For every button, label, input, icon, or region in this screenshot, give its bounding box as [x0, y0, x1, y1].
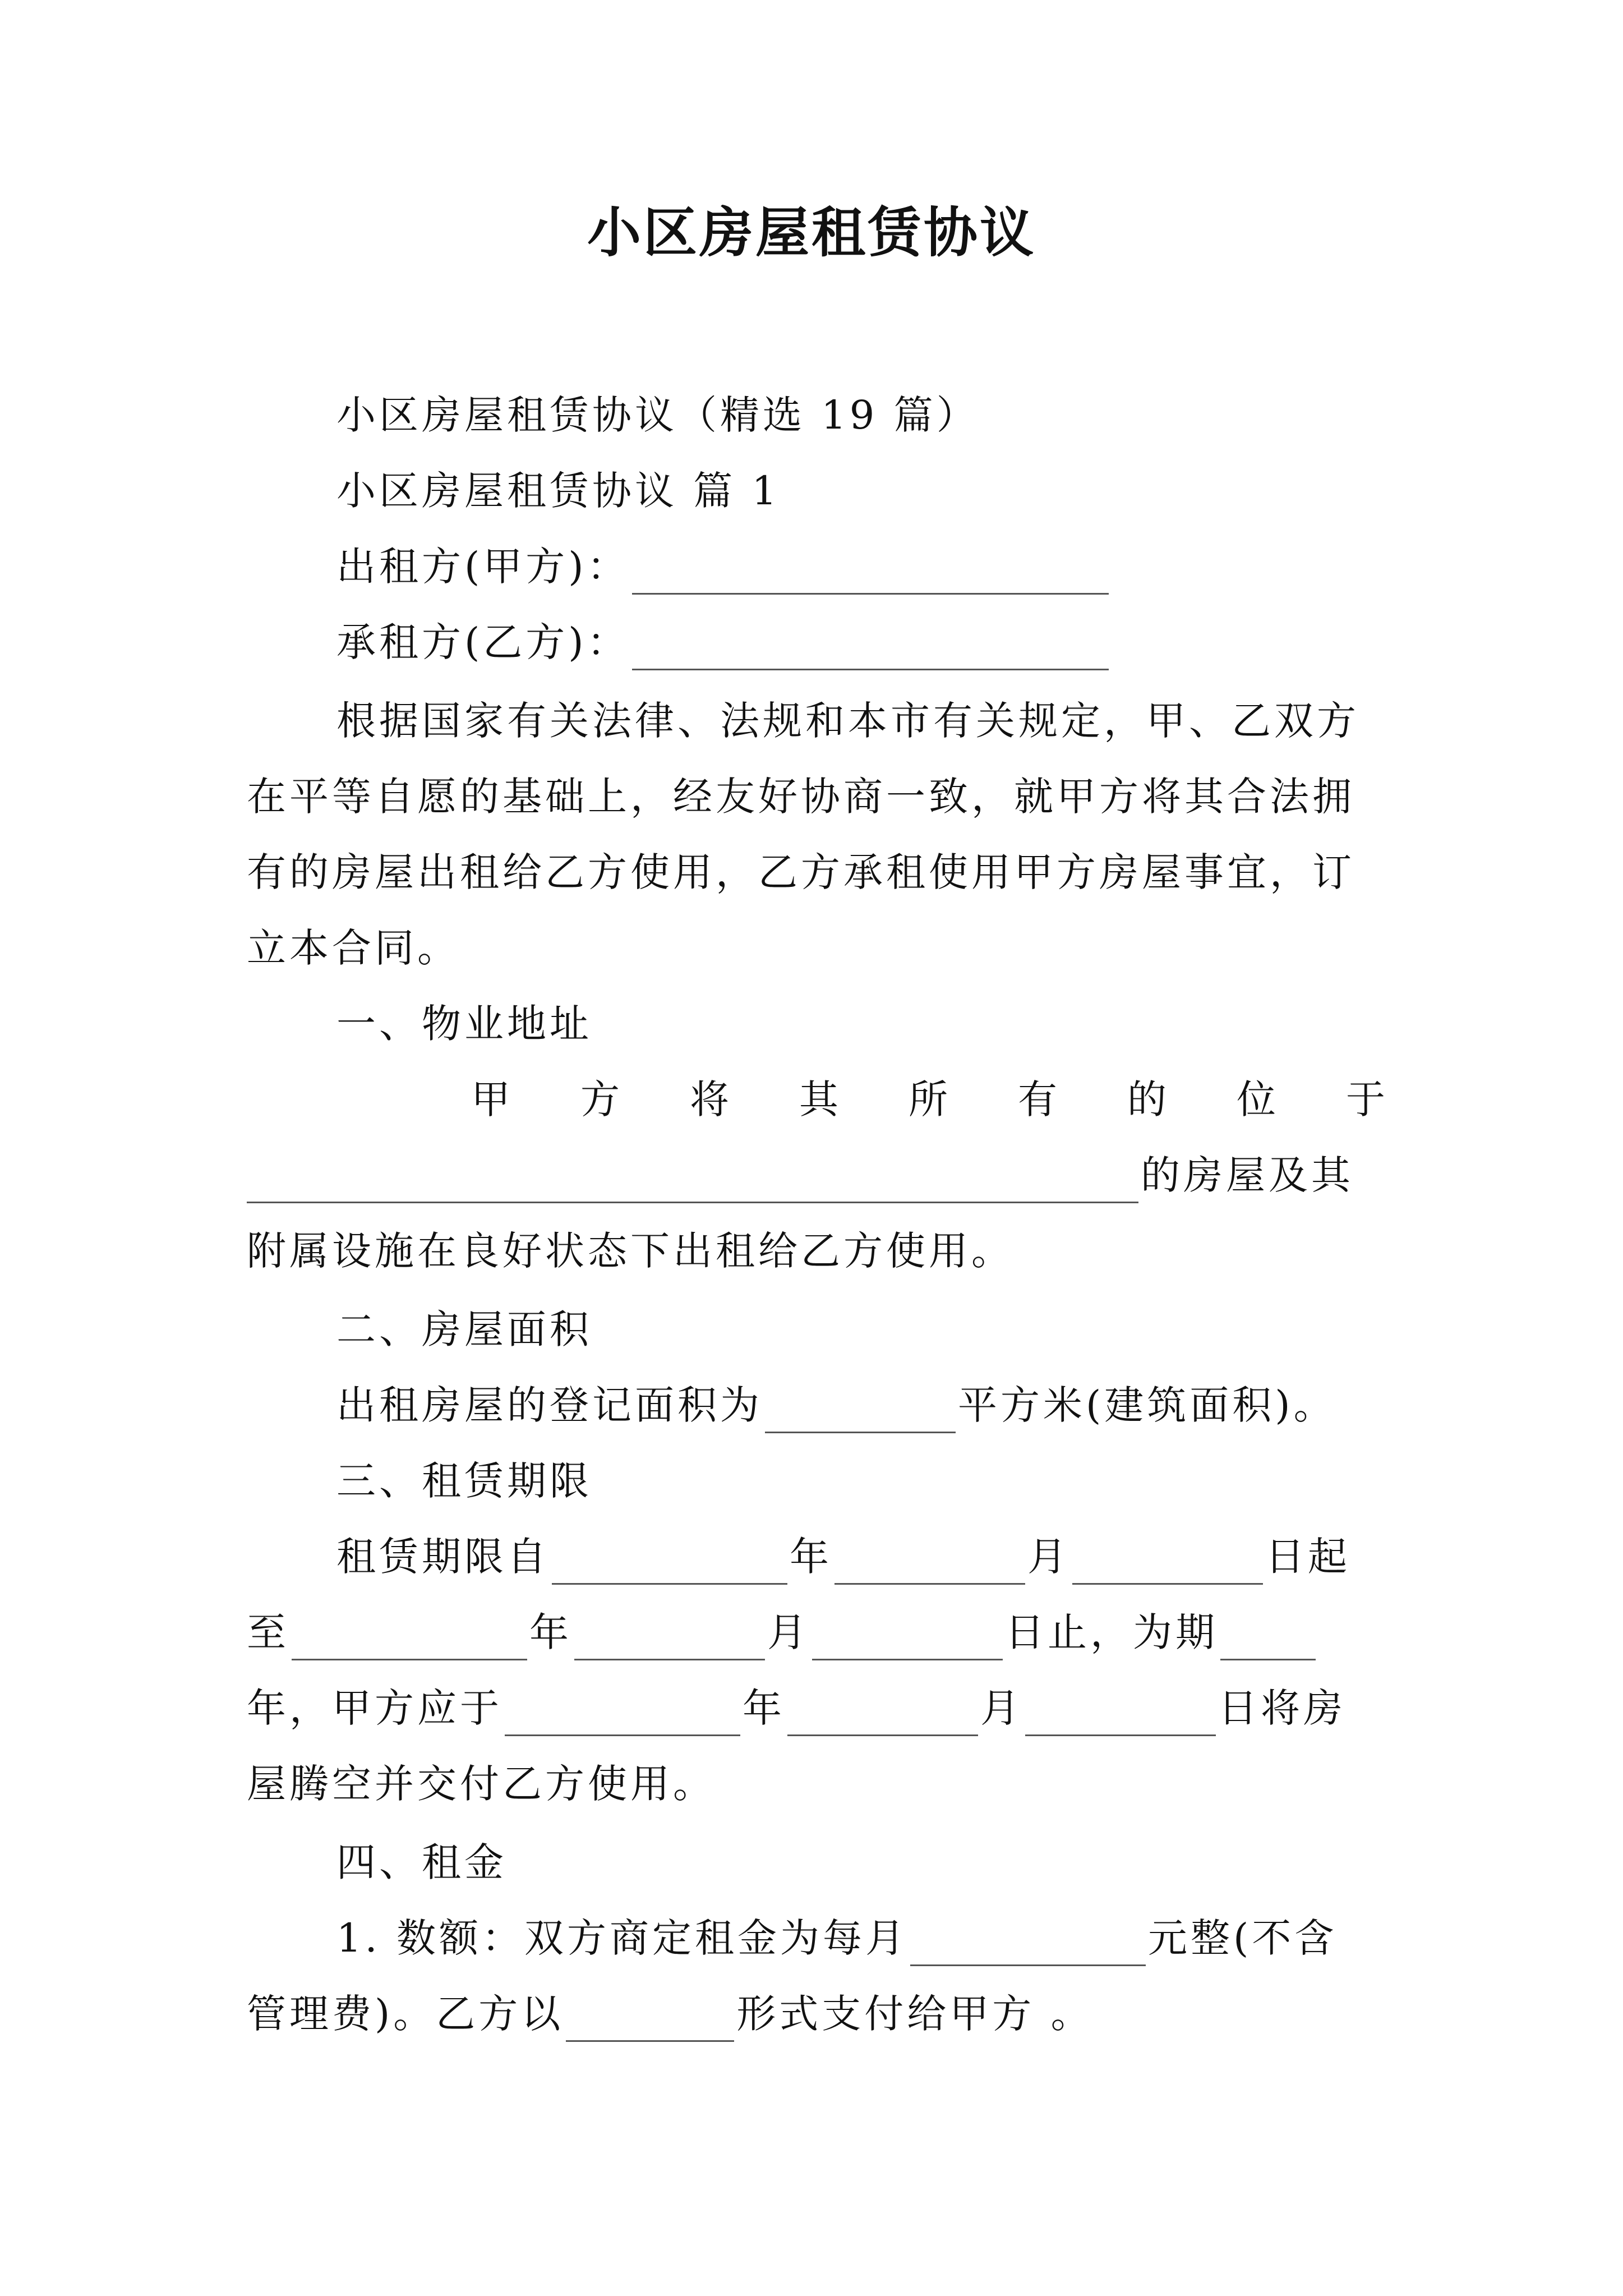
- spread-char: 将: [690, 1076, 729, 1122]
- lessee-blank[interactable]: [632, 628, 1109, 670]
- section-4-line-1: [336, 1910, 1337, 1966]
- spread-char: 的: [1127, 1076, 1166, 1122]
- month-label: 月: [980, 1685, 1023, 1731]
- address-blank[interactable]: [247, 1161, 1138, 1203]
- section-3-line-2: [247, 1604, 1318, 1660]
- lessee-line: [336, 614, 1111, 670]
- payment-label: 管理费)。乙方以: [247, 1991, 564, 2037]
- year-label: 年: [529, 1609, 572, 1655]
- spread-char: 于: [1346, 1076, 1385, 1122]
- area-blank[interactable]: [765, 1391, 956, 1433]
- intro-line-2: 在平等自愿的基础上，经友好协商一致，就甲方将其合法拥: [247, 774, 1355, 820]
- section-heading: 小区房屋租赁协议 篇 1: [336, 468, 781, 514]
- month-label: 月: [1027, 1534, 1070, 1580]
- section-2-heading: 二、房屋面积: [336, 1306, 592, 1352]
- handover-day-blank[interactable]: [1025, 1694, 1216, 1736]
- spread-char: 其: [799, 1076, 838, 1122]
- section-3-line-4: 屋腾空并交付乙方使用。: [247, 1761, 716, 1807]
- rent-unit-label: 元整(不含: [1148, 1915, 1338, 1961]
- section-1-line-2: [247, 1147, 1354, 1203]
- month-label: 月: [767, 1609, 810, 1655]
- intro-line-1: 根据国家有关法律、法规和本市有关规定，甲、乙双方: [336, 698, 1359, 744]
- end-day-blank[interactable]: [812, 1618, 1003, 1660]
- area-label: 出租房屋的登记面积为: [336, 1382, 763, 1428]
- section-1-spread-line: [471, 1071, 1385, 1128]
- rent-amount-blank[interactable]: [910, 1924, 1146, 1966]
- rent-amount-label: 1. 数额：双方商定租金为每月: [336, 1915, 909, 1961]
- spread-char: 甲: [471, 1076, 510, 1122]
- end-year-blank[interactable]: [292, 1618, 527, 1660]
- section-3-line-1: [336, 1529, 1350, 1585]
- term-end-label: 至: [247, 1609, 289, 1655]
- handover-year-blank[interactable]: [505, 1694, 740, 1736]
- start-year-blank[interactable]: [552, 1543, 787, 1585]
- year-label: 年: [743, 1685, 785, 1731]
- handover-label: 年，甲方应于: [247, 1685, 502, 1731]
- duration-blank[interactable]: [1220, 1618, 1316, 1660]
- lessor-label: 出租方(甲方)：: [336, 544, 630, 590]
- section-3-heading: 三、租赁期限: [336, 1458, 592, 1504]
- section-4-line-2: [247, 1986, 1094, 2042]
- lessee-label: 承租方(乙方)：: [336, 619, 630, 665]
- intro-line-3: 有的房屋出租给乙方使用，乙方承租使用甲方房屋事宜，订: [247, 849, 1355, 895]
- term-duration-label: 日止，为期: [1005, 1609, 1218, 1655]
- section-1-heading: 一、物业地址: [336, 1001, 592, 1047]
- term-start-label: 租赁期限自: [336, 1534, 550, 1580]
- lessor-line: [336, 539, 1111, 595]
- day-label: 日起: [1265, 1534, 1350, 1580]
- spread-char: 有: [1018, 1076, 1057, 1122]
- area-unit: 平方米(建筑面积)。: [958, 1382, 1336, 1428]
- spread-char: 方: [580, 1076, 620, 1122]
- start-month-blank[interactable]: [834, 1543, 1025, 1585]
- document-title: 小区房屋租赁协议: [587, 201, 1036, 264]
- end-month-blank[interactable]: [574, 1618, 765, 1660]
- payment-method-blank[interactable]: [566, 2000, 734, 2042]
- handover-month-blank[interactable]: [787, 1694, 978, 1736]
- section-2-line: [336, 1377, 1336, 1433]
- spread-char: 所: [909, 1076, 948, 1122]
- section-1-line-3: 附属设施在良好状态下出租给乙方使用。: [247, 1228, 1014, 1274]
- section-3-line-3: [247, 1680, 1346, 1736]
- intro-line-4: 立本合同。: [247, 925, 460, 971]
- address-tail: 的房屋及其: [1141, 1152, 1354, 1198]
- document-subtitle: 小区房屋租赁协议（精选 19 篇）: [336, 392, 979, 438]
- start-day-blank[interactable]: [1072, 1543, 1263, 1585]
- handover-tail: 日将房: [1218, 1685, 1346, 1731]
- lessor-blank[interactable]: [632, 553, 1109, 595]
- section-4-heading: 四、租金: [336, 1839, 507, 1885]
- year-label: 年: [790, 1534, 832, 1580]
- spread-char: 位: [1237, 1076, 1276, 1122]
- payment-tail: 形式支付给甲方 。: [736, 1991, 1094, 2037]
